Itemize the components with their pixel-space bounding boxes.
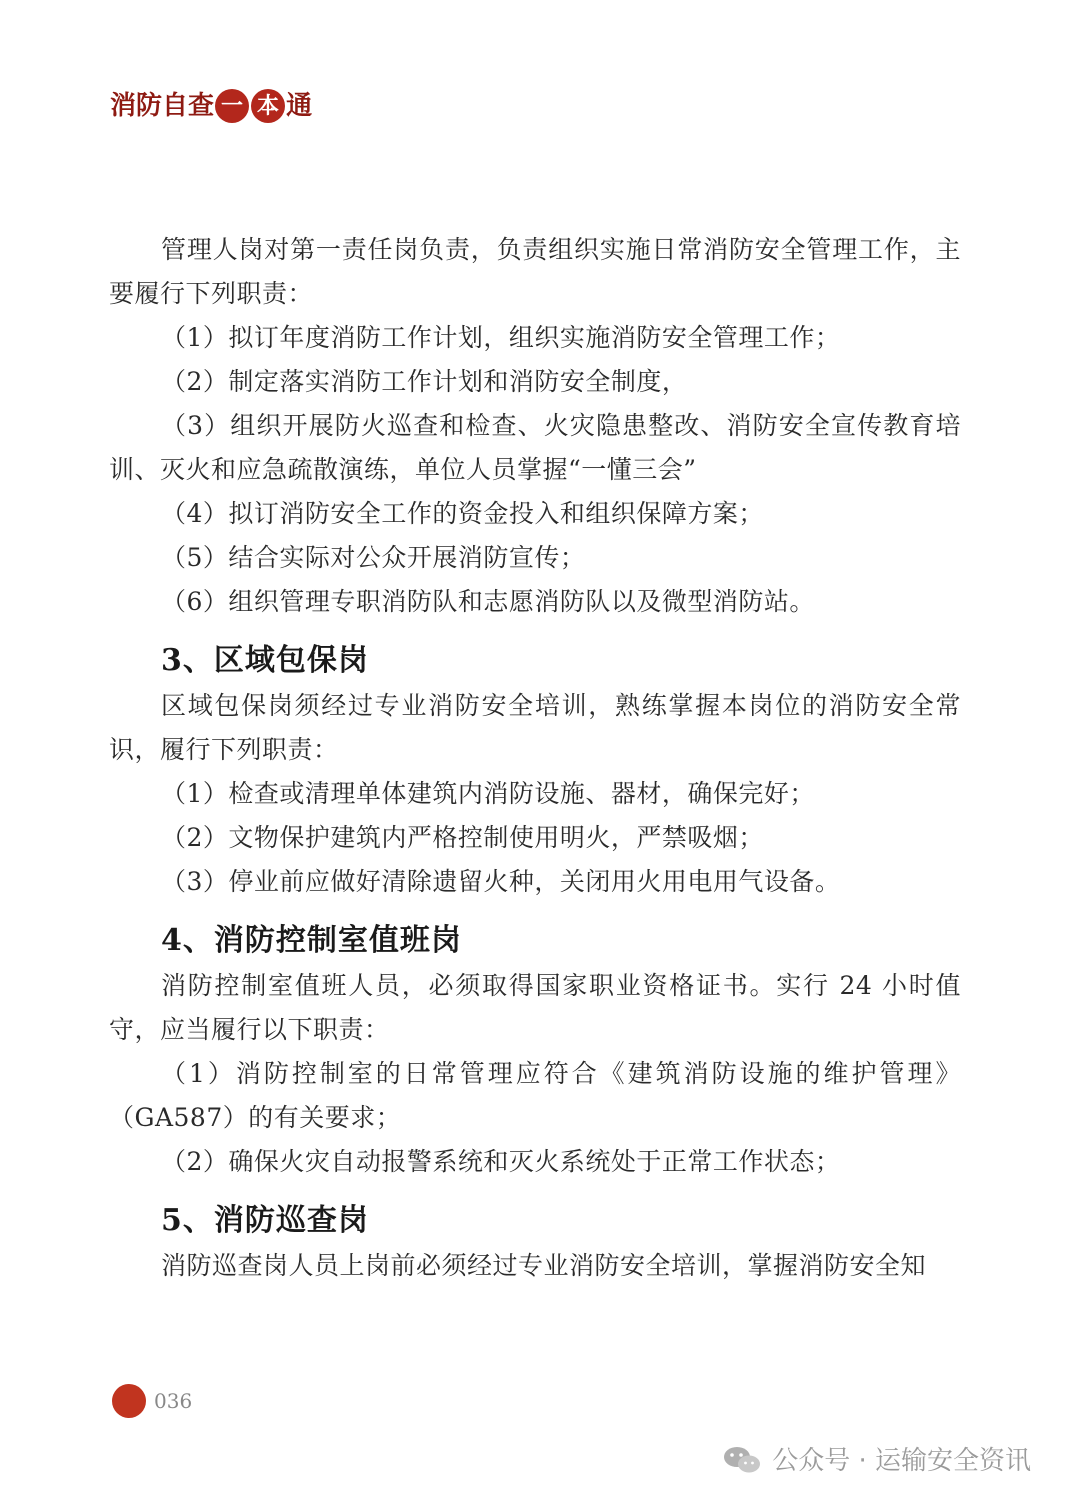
list-item: （3）停业前应做好清除遗留火种，关闭用火用电用气设备。 bbox=[161, 867, 841, 896]
page-number: 036 bbox=[154, 1389, 193, 1413]
paragraph: 区域包保岗须经过专业消防安全培训，熟练掌握本岗位的消防安全常识，履行下列职责： bbox=[109, 691, 961, 764]
section-heading: 3、区域包保岗 bbox=[161, 643, 369, 678]
paragraph: 消防巡查岗人员上岗前必须经过专业消防安全培训，掌握消防安全知 bbox=[161, 1251, 927, 1280]
list-item: （1）拟订年度消防工作计划，组织实施消防安全管理工作； bbox=[161, 323, 841, 352]
list-item: （2）确保火灾自动报警系统和灭火系统处于正常工作状态； bbox=[161, 1147, 841, 1176]
logo-char-1: 消 bbox=[110, 91, 137, 121]
list-item: （2）制定落实消防工作计划和消防安全制度， bbox=[161, 367, 688, 396]
list-item: （3）组织开展防火巡查和检查、火灾隐患整改、消防安全宣传教育培训、灭火和应急疏散演练，单位人员掌握“一懂三会” bbox=[109, 411, 961, 484]
logo-char-6: 本 bbox=[251, 89, 285, 123]
paragraph: 消防控制室值班人员，必须取得国家职业资格证书。实行 24 小时值守，应当履行以下职责： bbox=[109, 971, 961, 1044]
page-number-block bbox=[112, 1384, 192, 1418]
paragraph: 管理人岗对第一责任岗负责，负责组织实施日常消防安全管理工作，主要履行下列职责： bbox=[109, 235, 961, 308]
logo-char-5: 一 bbox=[215, 89, 249, 123]
watermark bbox=[722, 1440, 1031, 1477]
list-item: （4）拟订消防安全工作的资金投入和组织保障方案； bbox=[161, 499, 764, 528]
list-item: （1）检查或清理单体建筑内消防设施、器材，确保完好； bbox=[161, 779, 815, 808]
list-item: （2）文物保护建筑内严格控制使用明火，严禁吸烟； bbox=[161, 823, 764, 852]
logo-char-3: 自 bbox=[162, 91, 189, 121]
watermark-text: 公众号 · 运输安全资讯 bbox=[772, 1446, 1031, 1476]
list-item: （6）组织管理专职消防队和志愿消防队以及微型消防站。 bbox=[161, 587, 815, 616]
list-item: （5）结合实际对公众开展消防宣传； bbox=[161, 543, 586, 572]
logo-char-2: 防 bbox=[136, 91, 163, 121]
book-title-logo bbox=[110, 86, 312, 126]
section-heading: 5、消防巡查岗 bbox=[161, 1203, 369, 1238]
list-item: （1）消防控制室的日常管理应符合《建筑消防设施的维护管理》（GA587）的有关要求； bbox=[109, 1059, 961, 1132]
logo-char-7: 通 bbox=[286, 91, 313, 121]
page-dot-icon bbox=[112, 1384, 146, 1418]
section-heading: 4、消防控制室值班岗 bbox=[161, 923, 462, 958]
wechat-icon bbox=[722, 1445, 762, 1473]
page-body bbox=[109, 228, 961, 1288]
logo-char-4: 查 bbox=[188, 91, 215, 121]
